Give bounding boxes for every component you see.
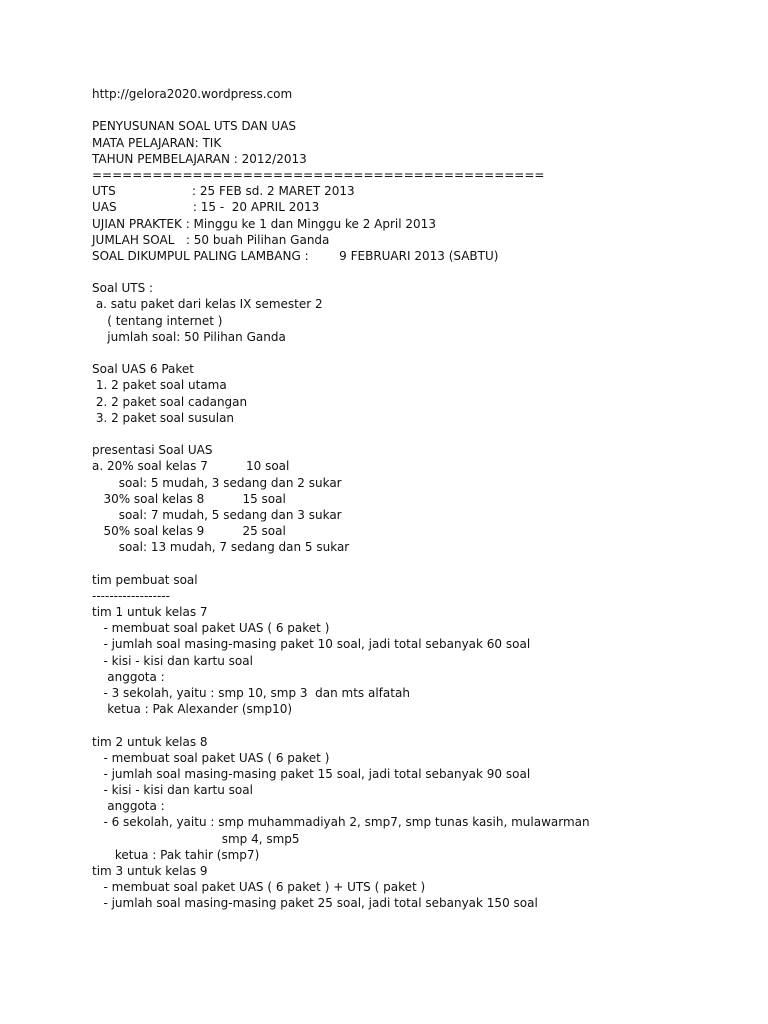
- dikumpul-deadline: SOAL DIKUMPUL PALING LAMBANG : 9 FEBRUARI 2013 (SABTU): [92, 248, 499, 263]
- tim2-line: - membuat soal paket UAS ( 6 paket ): [92, 750, 330, 765]
- presentasi-line: soal: 5 mudah, 3 sedang dan 2 sukar: [92, 475, 342, 490]
- tim-heading: tim pembuat soal: [92, 572, 198, 587]
- soal-uas-item: 1. 2 paket soal utama: [92, 378, 227, 393]
- uts-schedule: UTS : 25 FEB sd. 2 MARET 2013: [92, 184, 355, 199]
- tim2-line: - kisi - kisi dan kartu soal: [92, 783, 253, 798]
- praktek-schedule: UJIAN PRAKTEK : Minggu ke 1 dan Minggu ke 2 April 2013: [92, 216, 436, 231]
- tim1-line: - jumlah soal masing-masing paket 10 soal, jadi total sebanyak 60 soal: [92, 637, 531, 652]
- presentasi-line: a. 20% soal kelas 7 10 soal: [92, 459, 290, 474]
- document-page: [92, 86, 732, 912]
- tim2-line: - 6 sekolah, yaitu : smp muhammadiyah 2, smp7, smp tunas kasih, mulawarman: [92, 815, 590, 830]
- tim1-line: tim 1 untuk kelas 7: [92, 605, 208, 619]
- soal-uts-line: ( tentang internet ): [92, 313, 223, 328]
- tim3-line: - jumlah soal masing-masing paket 25 soal, jadi total sebanyak 150 soal: [92, 896, 538, 911]
- soal-uts-heading: Soal UTS :: [92, 281, 154, 296]
- tim3-line: tim 3 untuk kelas 9: [92, 864, 208, 878]
- jumlah-soal: JUMLAH SOAL : 50 buah Pilihan Ganda: [92, 232, 330, 247]
- tim2-line: - jumlah soal masing-masing paket 15 soal, jadi total sebanyak 90 soal: [92, 766, 531, 781]
- tim2-line: tim 2 untuk kelas 8: [92, 734, 208, 749]
- tim2-line: anggota :: [92, 799, 165, 814]
- presentasi-line: 30% soal kelas 8 15 soal: [92, 491, 286, 506]
- presentasi-line: 50% soal kelas 9 25 soal: [92, 524, 286, 539]
- tim1-line: - 3 sekolah, yaitu : smp 10, smp 3 dan mts alfatah: [92, 685, 410, 700]
- soal-uts-line: jumlah soal: 50 Pilihan Ganda: [92, 329, 286, 344]
- soal-uas-heading: Soal UAS 6 Paket: [92, 362, 194, 377]
- doc-subject: MATA PELAJARAN: TIK: [92, 135, 222, 150]
- tim3-line: - membuat soal paket UAS ( 6 paket ) + UTS ( paket ): [92, 880, 426, 895]
- soal-uts-line: a. satu paket dari kelas IX semester 2: [92, 297, 323, 312]
- doc-title: PENYUSUNAN SOAL UTS DAN UAS: [92, 119, 297, 134]
- tim1-line: - membuat soal paket UAS ( 6 paket ): [92, 621, 330, 636]
- tim1-line: - kisi - kisi dan kartu soal: [92, 653, 253, 668]
- soal-uas-item: 2. 2 paket soal cadangan: [92, 394, 248, 409]
- tim1-line: anggota :: [92, 669, 165, 684]
- soal-uas-item: 3. 2 paket soal susulan: [92, 410, 235, 425]
- uas-schedule: UAS : 15 - 20 APRIL 2013: [92, 200, 320, 215]
- tim2-line: ketua : Pak tahir (smp7): [92, 847, 260, 862]
- tim-dashes: ------------------: [92, 588, 170, 603]
- source-url: http://gelora2020.wordpress.com: [92, 87, 293, 101]
- tim2-line: smp 4, smp5: [92, 831, 300, 846]
- separator-line: =============================================: [92, 167, 545, 182]
- presentasi-line: soal: 7 mudah, 5 sedang dan 3 sukar: [92, 507, 342, 522]
- presentasi-heading: presentasi Soal UAS: [92, 443, 213, 458]
- doc-year: TAHUN PEMBELAJARAN : 2012/2013: [92, 151, 307, 166]
- tim1-line: ketua : Pak Alexander (smp10): [92, 702, 293, 717]
- presentasi-line: soal: 13 mudah, 7 sedang dan 5 sukar: [92, 540, 350, 555]
